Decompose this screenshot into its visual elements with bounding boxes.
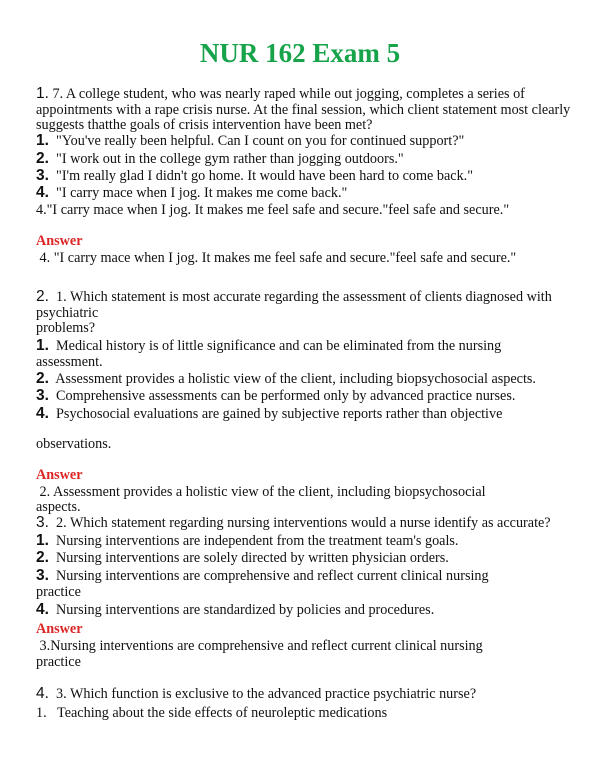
q3-answer-line-1: 3.Nursing interventions are comprehensive and reflect current clinical nursing [39, 638, 483, 654]
q1-option-2: 2. "I work out in the college gym rather than jogging outdoors." [36, 150, 404, 167]
q1-option-3: 3. "I'm really glad I didn't go home. It would have been hard to come back." [36, 167, 474, 184]
q2-option-1-cont: assessment. [36, 354, 103, 370]
q1-option-4: 4. "I carry mace when I jog. It makes me come back." [36, 184, 348, 201]
q1-option-1: 1. "You've really been helpful. Can I count on you for continued support?" [36, 132, 465, 149]
q2-answer-label: Answer [36, 467, 83, 483]
q3-stem: 3. 2. Which statement regarding nursing interventions would a nurse identify as accurate? [36, 514, 551, 531]
q1-number: 1. [36, 85, 49, 102]
q3-option-2: 2. Nursing interventions are solely directed by written physician orders. [36, 549, 449, 566]
q2-option-3: 3. Comprehensive assessments can be performed only by advanced practice nurses. [36, 387, 516, 404]
q2-option-4-cont: observations. [36, 436, 112, 452]
q1-stem-line-2: appointments with a rape crisis nurse. At the final session, which client statement most clearly [36, 102, 571, 118]
q2-stem-line-3: problems? [36, 320, 96, 336]
q4-stem: 4. 3. Which function is exclusive to the advanced practice psychiatric nurse? [36, 685, 477, 702]
q1-answer-label: Answer [36, 233, 83, 249]
q3-option-3-cont: practice [36, 584, 81, 600]
page-title: NUR 162 Exam 5 [199, 38, 401, 68]
q2-answer-line-2: aspects. [36, 499, 81, 515]
q3-option-1: 1. Nursing interventions are independent from the treatment team's goals. [36, 532, 459, 549]
q2-option-4: 4. Psychosocial evaluations are gained by subjective reports rather than objective [36, 405, 503, 422]
q3-number: 3. [36, 514, 49, 531]
q2-answer-line-1: 2. Assessment provides a holistic view of the client, including biopsychosocial [39, 484, 486, 500]
q1-stem-line-1: 1. 7. A college student, who was nearly raped while out jogging, completes a series of [36, 85, 525, 102]
q4-option-1: 1. Teaching about the side effects of neuroleptic medications [36, 705, 388, 721]
q1-stem-line-3: suggests thatthe goals of crisis intervention have been met? [36, 117, 373, 133]
q3-answer-label: Answer [36, 621, 83, 637]
q1-answer: 4. "I carry mace when I jog. It makes me feel safe and secure."feel safe and secure." [39, 250, 517, 266]
q1-extra-line: 4."I carry mace when I jog. It makes me feel safe and secure."feel safe and secure." [36, 202, 510, 218]
q3-option-4: 4. Nursing interventions are standardized by policies and procedures. [36, 601, 435, 618]
q2-option-1: 1. Medical history is of little significance and can be eliminated from the nursing [36, 337, 502, 354]
q3-answer-line-2: practice [36, 654, 81, 670]
q2-stem-line-2: psychiatric [36, 305, 99, 321]
q3-option-3: 3. Nursing interventions are comprehensive and reflect current clinical nursing [36, 567, 489, 584]
q2-option-2: 2. Assessment provides a holistic view of the client, including biopsychosocial aspects. [36, 370, 536, 387]
q2-number: 2. [36, 288, 49, 305]
q4-number: 4. [36, 685, 49, 702]
q2-stem-line-1: 2. 1. Which statement is most accurate regarding the assessment of clients diagnosed with [36, 288, 552, 305]
